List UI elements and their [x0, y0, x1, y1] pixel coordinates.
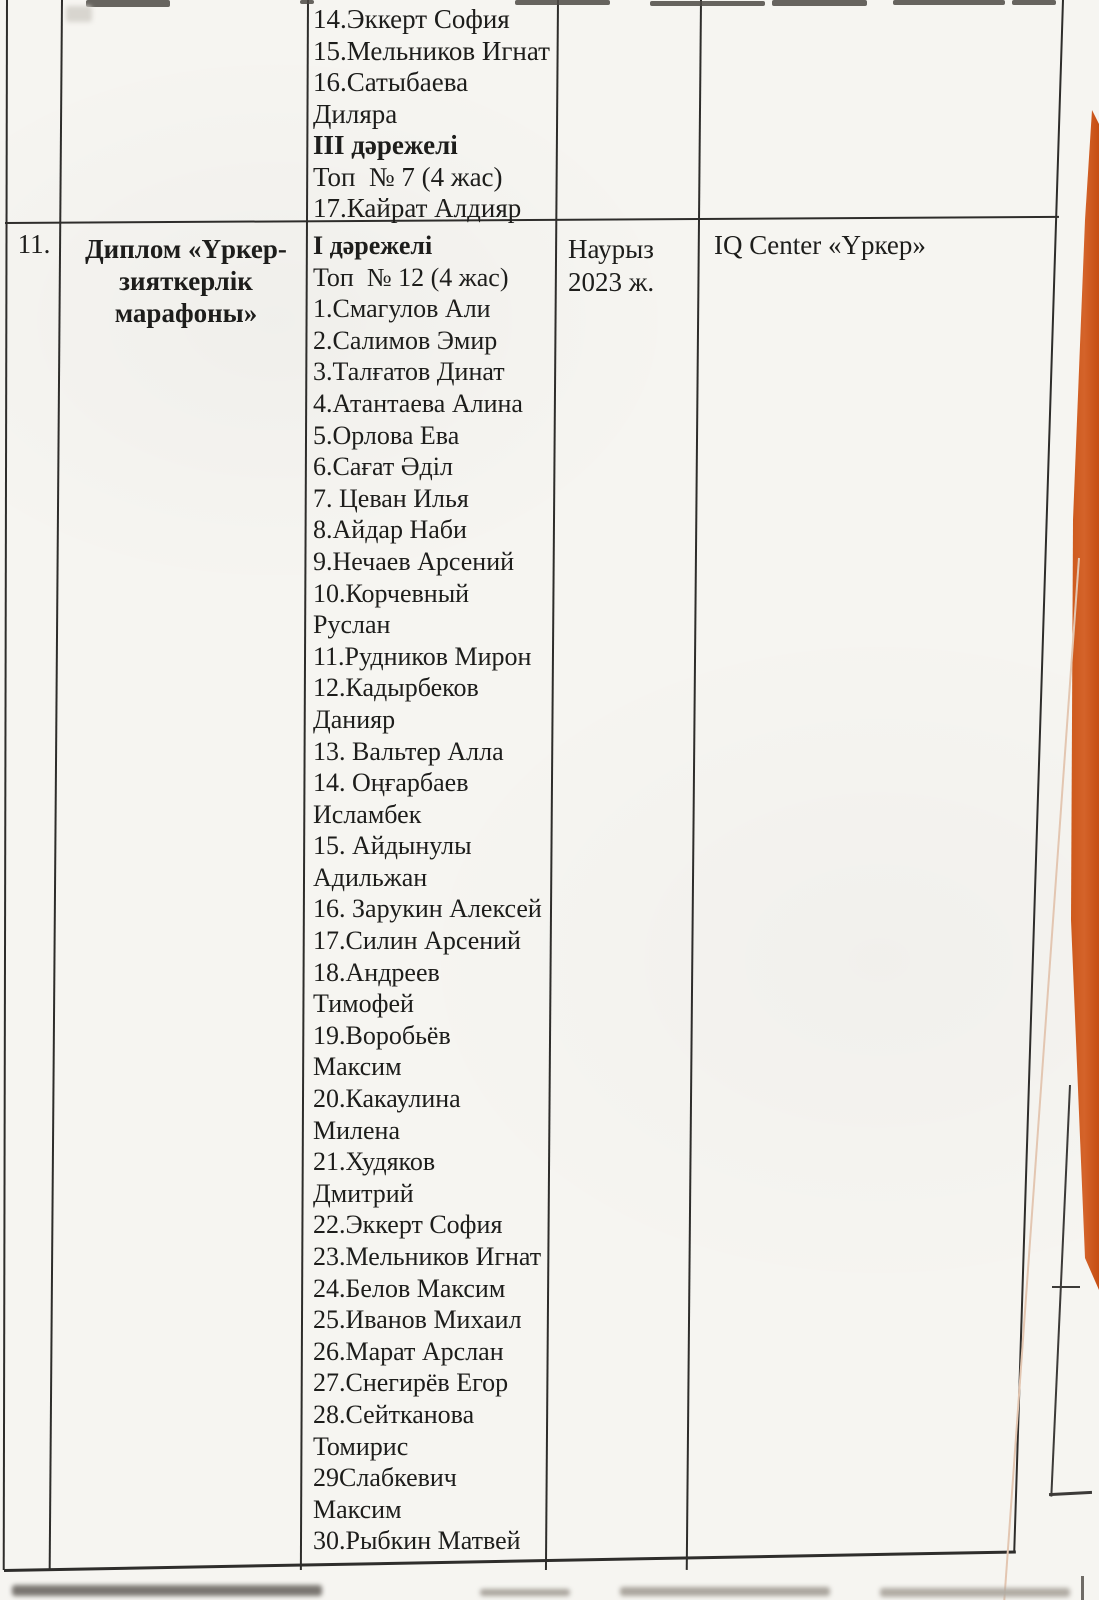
text-line: 15. Айдынулы [313, 831, 472, 861]
top-scan-smudge [650, 1, 765, 6]
text-line: 29Слабкевич [313, 1463, 457, 1493]
text-line: 8.Айдар Наби [313, 515, 467, 545]
top-scan-smudge [1012, 0, 1056, 5]
text-line: Диплом «Үркер- [85, 234, 287, 264]
underlying-page-hline [1049, 1491, 1092, 1496]
text-line: 20.Какаулина [313, 1084, 461, 1114]
text-line: 14.Эккерт София [313, 4, 510, 34]
text-line: Тимофей [313, 989, 414, 1019]
text-line: 15.Мельников Игнат [313, 35, 550, 66]
text-line: Исламбек [313, 799, 422, 829]
text-line: 16. Зарукин Алексей [313, 894, 542, 924]
text-line: 17.Силин Арсений [313, 926, 521, 956]
underlying-page-hline [1052, 1286, 1080, 1288]
text-line: Максим [313, 1494, 402, 1524]
text-line: Милена [313, 1115, 401, 1145]
text-line: 27.Снегирёв Егор [313, 1368, 509, 1398]
text-line: Топ № 12 (4 жас) [313, 262, 509, 292]
cell-recipients-list [313, 230, 559, 1557]
text-line: 4.Атантаева Алина [313, 388, 523, 418]
text-line: 22.Эккерт София [313, 1210, 503, 1240]
text-line: 2.Салимов Эмир [313, 325, 498, 355]
text-line: 16.Сатыбаева [313, 67, 469, 97]
text-line: 24.Белов Максим [313, 1273, 506, 1303]
text-line: Руслан [313, 610, 391, 640]
text-line: 23.Мельников Игнат [313, 1242, 542, 1271]
text-line: Дмитрий [313, 1178, 414, 1208]
text-line: Диляра [313, 98, 398, 129]
text-line: 1.Смагулов Али [313, 294, 491, 324]
text-line: 10.Корчевный [313, 578, 470, 608]
bottom-scan-smudge [880, 1588, 1070, 1597]
paper-edge-line [1003, 558, 1080, 1600]
top-scan-smudge [86, 0, 170, 7]
underlying-page-vline [1081, 1576, 1084, 1600]
text-line: 26.Марат Арслан [313, 1336, 504, 1366]
cell-row-number [8, 229, 60, 260]
text-line: 6.Сағат Әділ [313, 452, 453, 482]
text-line: 5.Орлова Ева [313, 420, 460, 450]
text-line: 7. Цеван Илья [313, 483, 469, 513]
text-line: Максим [313, 1052, 402, 1082]
text-line: I дәрежелі [313, 231, 433, 260]
text-line: 14. Оңғарбаев [313, 768, 469, 798]
text-line: марафоны» [114, 298, 258, 328]
underlying-page-vline [1050, 1085, 1071, 1497]
text-line: 3.Талғатов Динат [313, 357, 505, 387]
cell-award-title [68, 233, 304, 329]
top-scan-smudge [515, 0, 610, 5]
text-line: 21.Худяков [313, 1147, 436, 1177]
text-line: 2023 ж. [568, 266, 655, 297]
text-line: 12.Кадырбеков [313, 673, 479, 703]
text-line: 28.Сейтканова [313, 1399, 475, 1429]
text-line: 19.Воробьёв [313, 1020, 451, 1050]
top-scan-smudge [772, 0, 867, 6]
cell-date [568, 233, 696, 298]
text-line: 30.Рыбкин Матвей [313, 1526, 521, 1556]
organization-text: IQ Center «Үркер» [714, 230, 926, 260]
text-line: Адильжан [313, 862, 428, 892]
cell-organization [714, 230, 1044, 261]
scan-noise-blob [66, 6, 92, 22]
bottom-scan-smudge [620, 1587, 830, 1596]
bottom-scan-smudge [12, 1585, 322, 1596]
text-line: Топ № 7 (4 жас) [313, 161, 503, 192]
text-line: 13. Вальтер Алла [313, 736, 504, 766]
text-line: III дәрежелі [313, 130, 458, 160]
text-line: зияткерлік [119, 266, 253, 296]
text-line: 17.Кайрат Алдияр [313, 193, 522, 223]
text-line: 25.Иванов Михаил [313, 1305, 522, 1335]
top-scan-smudge [893, 0, 1005, 5]
text-line: Данияр [313, 704, 396, 734]
text-line: 11.Рудников Мирон [313, 641, 532, 671]
text-line: 18.Андреев [313, 957, 440, 987]
text-line: Наурыз [568, 234, 654, 264]
bottom-scan-smudge [480, 1589, 570, 1596]
text-line: 9.Нечаев Арсений [313, 546, 515, 576]
top-scan-smudge [300, 0, 314, 4]
text-line: Томирис [313, 1431, 409, 1461]
cell-previous-row-recipients [313, 4, 559, 225]
row-number-text: 11. [17, 229, 51, 259]
